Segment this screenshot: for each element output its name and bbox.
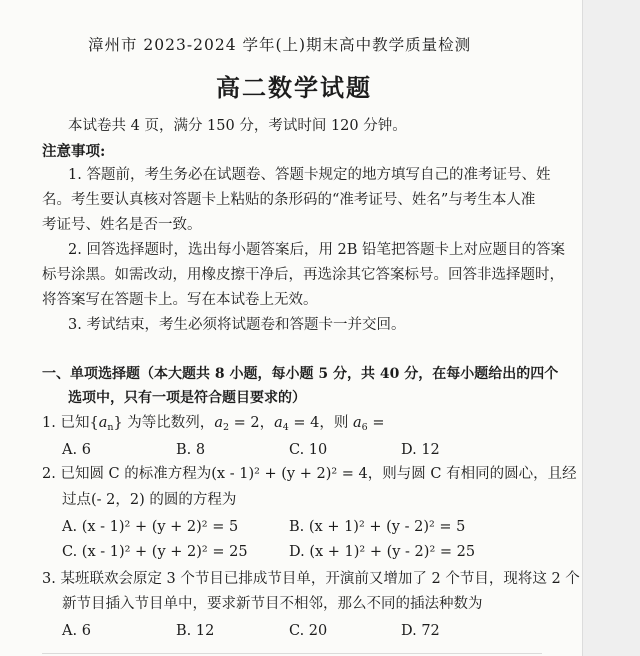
note-line: 1. 答题前，考生务必在试题卷、答题卡规定的地方填写自己的准考证号、姓 [68, 167, 551, 183]
question-text: 某班联欢会原定 3 个节目已排成节目单，开演前又增加了 2 个节目，现将这 2 个 [60, 571, 580, 587]
question-text: = [367, 415, 385, 431]
question-number: 1. [42, 415, 56, 431]
question-number: 3. [42, 571, 56, 587]
q1-option-d: D. 12 [401, 442, 440, 458]
math-var: a [353, 415, 362, 431]
exam-intro: 本试卷共 4 页，满分 150 分，考试时间 120 分钟。 [68, 118, 407, 134]
section-heading: 一、单项选择题（本大题共 8 小题，每小题 5 分，共 40 分，在每小题给出的四个 [42, 366, 559, 382]
cut-off-line [42, 648, 542, 656]
exam-header-line: 漳州市 2023-2024 学年(上)期末高中教学质量检测 [88, 36, 472, 54]
note-line: 考证号、姓名是否一致。 [42, 217, 202, 233]
question-2 [42, 467, 577, 482]
note-line: 名。考生要认真核对答题卡上粘贴的条形码的“准考证号、姓名”与考生本人准 [42, 192, 536, 208]
q3-option-b: B. 12 [176, 623, 215, 639]
q1-option-a: A. 6 [62, 442, 91, 458]
question-text: 已知圆 C 的标准方程为(x - 1)² + (y + 2)² = 4，则与圆 C 有相同的圆心，且经 [60, 466, 577, 482]
q2-option-c: C. (x - 1)² + (y + 2)² = 25 [62, 544, 248, 560]
note-line: 标号涂黑。如需改动，用橡皮擦干净后，再选涂其它答案标号。回答非选择题时， [42, 267, 564, 283]
question-3-cont: 新节目插入节目单中，要求新节目不相邻，那么不同的插法种数为 [62, 596, 483, 612]
math-var: a [98, 415, 108, 431]
q1-option-c: C. 10 [289, 442, 328, 458]
section-heading-cont: 选项中，只有一项是符合题目要求的） [68, 390, 306, 406]
math-sub: 6 [361, 422, 368, 433]
question-text: 已知{ [60, 415, 99, 431]
q3-option-d: D. 72 [401, 623, 440, 639]
note-line: 将答案写在答题卡上。写在本试卷上无效。 [42, 292, 318, 308]
page-title: 高二数学试题 [216, 73, 372, 102]
question-number: 2. [42, 466, 56, 482]
question-text: = 4，则 [288, 415, 354, 431]
q3-option-a: A. 6 [62, 623, 91, 639]
question-1 [42, 416, 384, 431]
math-var: a [274, 415, 283, 431]
note-line: 3. 考试结束，考生必须将试题卷和答题卡一并交回。 [68, 317, 406, 333]
q3-option-c: C. 20 [289, 623, 328, 639]
q2-option-d: D. (x + 1)² + (y - 2)² = 25 [289, 544, 476, 560]
math-sub: n [107, 422, 114, 433]
math-var: a [214, 415, 223, 431]
q1-option-b: B. 8 [176, 442, 206, 458]
q2-option-a: A. (x - 1)² + (y + 2)² = 5 [62, 519, 239, 535]
math-sub: 4 [282, 422, 289, 433]
question-text: = 2， [229, 415, 275, 431]
math-sub: 2 [222, 422, 230, 433]
note-line: 2. 回答选择题时，选出每小题答案后，用 2B 铅笔把答题卡上对应题目的答案 [68, 242, 566, 258]
notes-heading: 注意事项: [42, 143, 106, 160]
question-3 [42, 572, 580, 587]
question-text: } 为等比数列， [113, 415, 215, 431]
viewer-side-gutter [582, 0, 640, 656]
q2-option-b: B. (x + 1)² + (y - 2)² = 5 [289, 519, 466, 535]
question-2-cont: 过点(- 2，2) 的圆的方程为 [62, 492, 237, 508]
